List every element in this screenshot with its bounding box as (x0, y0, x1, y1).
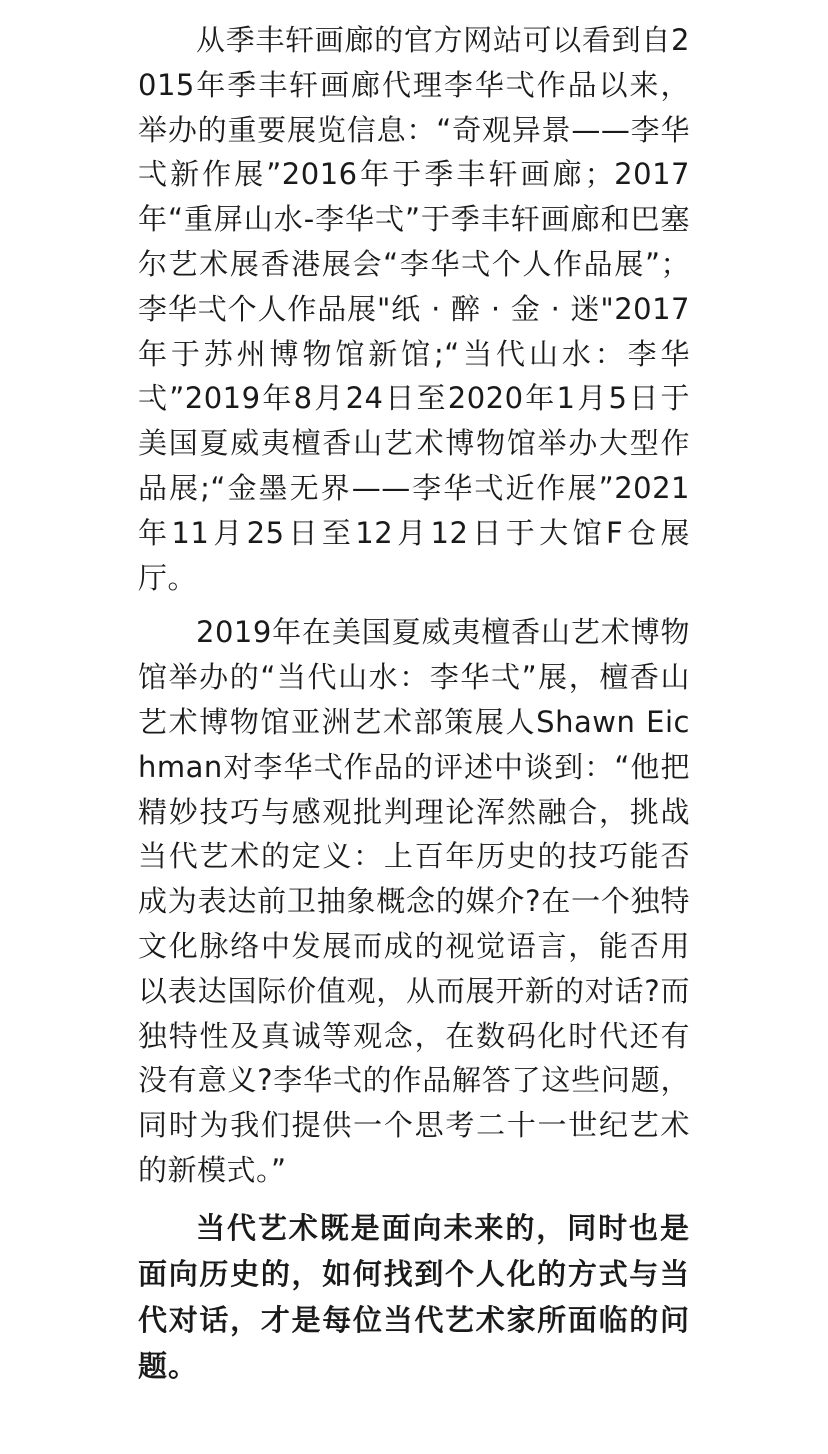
article-body (138, 0, 690, 1389)
paragraph-exhibitions: 从季丰轩画廊的官方网站可以看到自2015年季丰轩画廊代理李华弌作品以来，举办的重要展览信息：“奇观异景——李华弌新作展”2016年于季丰轩画廊；2017年“重屏山水-李华弌”于季丰轩画廊和巴塞尔艺术展香港展会“李华弌个人作品展”；李华弌个人作品展"纸 · 醉 · 金 · 迷"2017年于苏州博物馆新馆;“当代山水：李华弌”2019年8月24日至2020年1月5日于美国夏威夷檀香山艺术博物馆举办大型作品展;“金墨无界——李华弌近作展”2021年11月25日至12月12日于大馆F仓展厅。 (138, 23, 690, 595)
paragraph-curator-quote: 2019年在美国夏威夷檀香山艺术博物馆举办的“当代山水：李华弌”展，檀香山艺术博物馆亚洲艺术部策展人Shawn Eichman对李华弌作品的评述中谈到：“他把精妙技巧与感观批判理论浑然融合，挑战当代艺术的定义：上百年历史的技巧能否成为表达前卫抽象概念的媒介?在一个独特文化脉络中发展而成的视觉语言，能否用以表达国际价值观，从而展开新的对话?而独特性及真诚等观念，在数码化时代还有没有意义?李华弌的作品解答了这些问题，同时为我们提供一个思考二十一世纪艺术的新模式。” (138, 615, 690, 1187)
paragraph-conclusion: 当代艺术既是面向未来的，同时也是面向历史的，如何找到个人化的方式与当代对话，才是每位当代艺术家所面临的问题。 (138, 1210, 690, 1383)
